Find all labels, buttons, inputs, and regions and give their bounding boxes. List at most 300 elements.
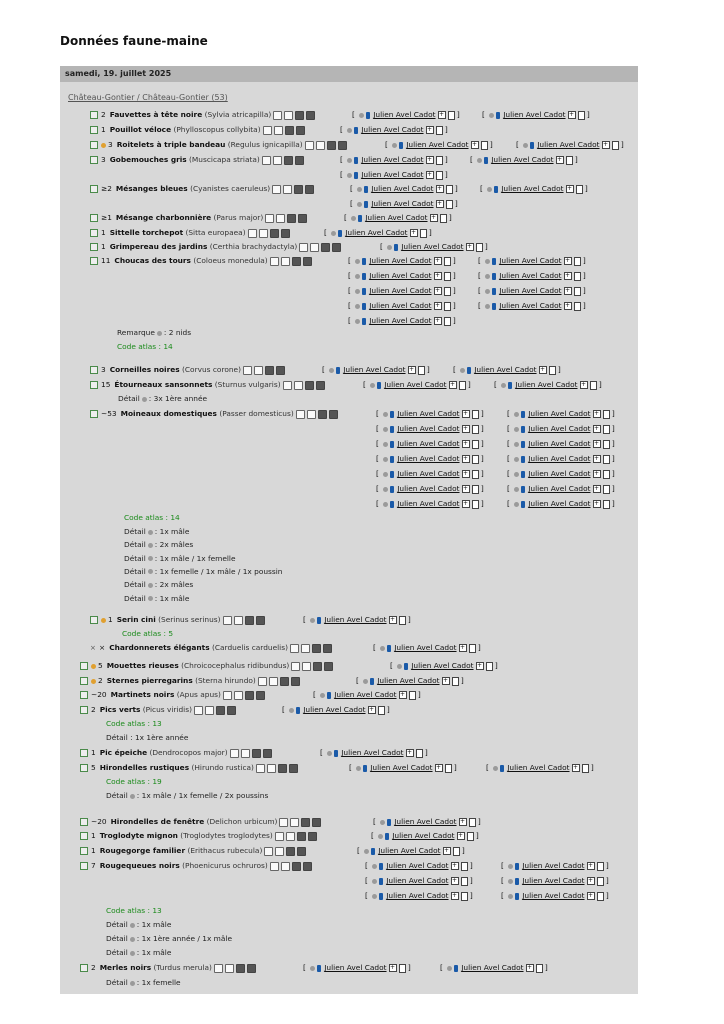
observer-link[interactable]: Julien Avel Cadot: [324, 615, 387, 624]
detail-icon[interactable]: [241, 749, 250, 758]
expand-icon[interactable]: +: [603, 141, 609, 148]
expand-icon[interactable]: +: [567, 185, 573, 192]
expand-icon[interactable]: +: [463, 500, 469, 507]
detail-icon[interactable]: [283, 185, 292, 194]
observer-link[interactable]: Julien Avel Cadot: [365, 213, 428, 222]
location-link[interactable]: Château-Gontier / Château-Gontier (53): [68, 93, 228, 102]
expand-icon[interactable]: +: [463, 410, 469, 417]
document-icon[interactable]: [597, 892, 604, 901]
expand-icon[interactable]: +: [435, 287, 441, 294]
edit-icon[interactable]: [290, 644, 299, 653]
info-icon[interactable]: [303, 862, 312, 871]
row-checkbox[interactable]: [80, 832, 88, 840]
observer-link[interactable]: Julien Avel Cadot: [499, 271, 562, 280]
document-icon[interactable]: [472, 455, 479, 464]
document-icon[interactable]: [582, 764, 589, 773]
document-icon[interactable]: [436, 156, 443, 165]
observer-link[interactable]: Julien Avel Cadot: [499, 301, 562, 310]
observer-link[interactable]: Julien Avel Cadot: [361, 155, 424, 164]
observer-link[interactable]: Julien Avel Cadot: [522, 876, 585, 885]
info-icon[interactable]: [247, 964, 256, 973]
document-icon[interactable]: [446, 185, 453, 194]
observer-link[interactable]: Julien Avel Cadot: [371, 199, 434, 208]
document-icon[interactable]: [481, 141, 488, 150]
map-icon[interactable]: [312, 644, 321, 653]
document-icon[interactable]: [448, 111, 455, 120]
observer-link[interactable]: Julien Avel Cadot: [507, 763, 570, 772]
detail-icon[interactable]: [281, 862, 290, 871]
document-icon[interactable]: [399, 964, 406, 973]
document-icon[interactable]: [603, 455, 610, 464]
observer-link[interactable]: Julien Avel Cadot: [369, 271, 432, 280]
expand-icon[interactable]: +: [477, 662, 483, 669]
observer-link[interactable]: Julien Avel Cadot: [499, 256, 562, 265]
expand-icon[interactable]: +: [472, 141, 478, 148]
row-checkbox[interactable]: [80, 818, 88, 826]
expand-icon[interactable]: +: [588, 862, 594, 869]
detail-icon[interactable]: [234, 616, 243, 625]
expand-icon[interactable]: +: [540, 366, 546, 373]
row-checkbox[interactable]: [80, 677, 88, 685]
document-icon[interactable]: [469, 818, 476, 827]
document-icon[interactable]: [472, 470, 479, 479]
map-icon[interactable]: [297, 832, 306, 841]
observer-link[interactable]: Julien Avel Cadot: [324, 963, 387, 972]
document-icon[interactable]: [476, 243, 483, 252]
detail-icon[interactable]: [225, 964, 234, 973]
document-icon[interactable]: [486, 662, 493, 671]
document-icon[interactable]: [436, 126, 443, 135]
expand-icon[interactable]: +: [569, 111, 575, 118]
expand-icon[interactable]: +: [439, 111, 445, 118]
expand-icon[interactable]: +: [411, 229, 417, 236]
observer-link[interactable]: Julien Avel Cadot: [394, 817, 457, 826]
observer-link[interactable]: Julien Avel Cadot: [397, 424, 460, 433]
observer-link[interactable]: Julien Avel Cadot: [491, 155, 554, 164]
edit-icon[interactable]: [262, 156, 271, 165]
expand-icon[interactable]: +: [467, 243, 473, 250]
document-icon[interactable]: [461, 862, 468, 871]
document-icon[interactable]: [566, 156, 573, 165]
expand-icon[interactable]: +: [588, 877, 594, 884]
detail-icon[interactable]: [290, 818, 299, 827]
document-icon[interactable]: [576, 185, 583, 194]
info-icon[interactable]: [324, 662, 333, 671]
observer-link[interactable]: Julien Avel Cadot: [474, 365, 537, 374]
detail-icon[interactable]: [254, 366, 263, 375]
row-checkbox[interactable]: [90, 229, 98, 237]
expand-icon[interactable]: +: [409, 366, 415, 373]
info-icon[interactable]: [308, 832, 317, 841]
document-icon[interactable]: [444, 272, 451, 281]
expand-icon[interactable]: +: [594, 470, 600, 477]
document-icon[interactable]: [472, 410, 479, 419]
row-checkbox[interactable]: [80, 749, 88, 757]
expand-icon[interactable]: +: [573, 764, 579, 771]
map-icon[interactable]: [265, 366, 274, 375]
detail-icon[interactable]: [259, 229, 268, 238]
info-icon[interactable]: [295, 156, 304, 165]
row-checkbox[interactable]: [90, 126, 98, 134]
expand-icon[interactable]: +: [452, 862, 458, 869]
detail-icon[interactable]: [267, 764, 276, 773]
document-icon[interactable]: [378, 706, 385, 715]
expand-icon[interactable]: +: [460, 644, 466, 651]
edit-icon[interactable]: [296, 410, 305, 419]
document-icon[interactable]: [467, 832, 474, 841]
expand-icon[interactable]: +: [565, 287, 571, 294]
document-icon[interactable]: [574, 302, 581, 311]
info-icon[interactable]: [289, 764, 298, 773]
info-icon[interactable]: [305, 185, 314, 194]
document-icon[interactable]: [574, 287, 581, 296]
observer-link[interactable]: Julien Avel Cadot: [341, 748, 404, 757]
detail-icon[interactable]: [274, 126, 283, 135]
observer-link[interactable]: Julien Avel Cadot: [411, 661, 474, 670]
expand-icon[interactable]: +: [444, 847, 450, 854]
edit-icon[interactable]: [243, 366, 252, 375]
observer-link[interactable]: Julien Avel Cadot: [369, 316, 432, 325]
map-icon[interactable]: [284, 156, 293, 165]
expand-icon[interactable]: +: [460, 818, 466, 825]
document-icon[interactable]: [469, 644, 476, 653]
info-icon[interactable]: [303, 257, 312, 266]
detail-icon[interactable]: [273, 156, 282, 165]
expand-icon[interactable]: +: [594, 485, 600, 492]
edit-icon[interactable]: [263, 126, 272, 135]
observer-link[interactable]: Julien Avel Cadot: [528, 409, 591, 418]
expand-icon[interactable]: +: [594, 410, 600, 417]
map-icon[interactable]: [285, 126, 294, 135]
row-checkbox[interactable]: [90, 156, 98, 164]
expand-icon[interactable]: +: [437, 200, 443, 207]
row-checkbox[interactable]: [80, 964, 88, 972]
document-icon[interactable]: [445, 764, 452, 773]
document-icon[interactable]: [597, 877, 604, 886]
expand-icon[interactable]: +: [581, 381, 587, 388]
map-icon[interactable]: [301, 818, 310, 827]
observer-link[interactable]: Julien Avel Cadot: [528, 439, 591, 448]
row-checkbox[interactable]: [80, 764, 88, 772]
map-icon[interactable]: [327, 141, 336, 150]
expand-icon[interactable]: +: [594, 440, 600, 447]
edit-icon[interactable]: [272, 185, 281, 194]
expand-icon[interactable]: +: [437, 185, 443, 192]
edit-icon[interactable]: [283, 381, 292, 390]
map-icon[interactable]: [286, 847, 295, 856]
map-icon[interactable]: [270, 229, 279, 238]
observer-link[interactable]: Julien Avel Cadot: [499, 286, 562, 295]
detail-icon[interactable]: [302, 662, 311, 671]
document-icon[interactable]: [444, 257, 451, 266]
observer-link[interactable]: Julien Avel Cadot: [528, 454, 591, 463]
document-icon[interactable]: [461, 892, 468, 901]
expand-icon[interactable]: +: [588, 892, 594, 899]
document-icon[interactable]: [440, 214, 447, 223]
map-icon[interactable]: [252, 749, 261, 758]
expand-icon[interactable]: +: [431, 214, 437, 221]
info-icon[interactable]: [276, 366, 285, 375]
edit-icon[interactable]: [273, 111, 282, 120]
document-icon[interactable]: [603, 410, 610, 419]
expand-icon[interactable]: +: [427, 156, 433, 163]
map-icon[interactable]: [294, 185, 303, 194]
expand-icon[interactable]: +: [407, 749, 413, 756]
edit-icon[interactable]: [258, 677, 267, 686]
expand-icon[interactable]: +: [565, 272, 571, 279]
row-checkbox[interactable]: [80, 847, 88, 855]
edit-icon[interactable]: [299, 243, 308, 252]
document-icon[interactable]: [590, 381, 597, 390]
row-checkbox[interactable]: [90, 410, 98, 418]
observer-link[interactable]: Julien Avel Cadot: [515, 380, 578, 389]
observer-link[interactable]: Julien Avel Cadot: [371, 184, 434, 193]
info-icon[interactable]: [316, 381, 325, 390]
document-icon[interactable]: [459, 381, 466, 390]
expand-icon[interactable]: +: [463, 455, 469, 462]
info-icon[interactable]: [256, 616, 265, 625]
observer-link[interactable]: Julien Avel Cadot: [303, 705, 366, 714]
row-checkbox[interactable]: [90, 141, 98, 149]
observer-link[interactable]: Julien Avel Cadot: [392, 831, 455, 840]
expand-icon[interactable]: +: [435, 302, 441, 309]
row-checkbox[interactable]: [90, 257, 98, 265]
detail-icon[interactable]: [307, 410, 316, 419]
edit-icon[interactable]: [248, 229, 257, 238]
expand-icon[interactable]: +: [400, 691, 406, 698]
observer-link[interactable]: Julien Avel Cadot: [528, 484, 591, 493]
document-icon[interactable]: [612, 141, 619, 150]
observer-link[interactable]: Julien Avel Cadot: [528, 499, 591, 508]
observer-link[interactable]: Julien Avel Cadot: [334, 690, 397, 699]
observer-link[interactable]: Julien Avel Cadot: [345, 228, 408, 237]
observer-link[interactable]: Julien Avel Cadot: [369, 301, 432, 310]
observer-link[interactable]: Julien Avel Cadot: [522, 861, 585, 870]
observer-link[interactable]: Julien Avel Cadot: [401, 242, 464, 251]
edit-icon[interactable]: [279, 818, 288, 827]
edit-icon[interactable]: [291, 662, 300, 671]
expand-icon[interactable]: +: [458, 832, 464, 839]
info-icon[interactable]: [323, 644, 332, 653]
map-icon[interactable]: [313, 662, 322, 671]
detail-icon[interactable]: [205, 706, 214, 715]
expand-icon[interactable]: +: [427, 171, 433, 178]
edit-icon[interactable]: [270, 257, 279, 266]
detail-icon[interactable]: [301, 644, 310, 653]
expand-icon[interactable]: +: [369, 706, 375, 713]
row-checkbox[interactable]: [90, 214, 98, 222]
row-checkbox[interactable]: [90, 616, 98, 624]
detail-icon[interactable]: [286, 832, 295, 841]
row-checkbox[interactable]: [90, 185, 98, 193]
expand-icon[interactable]: +: [450, 381, 456, 388]
expand-icon[interactable]: +: [435, 317, 441, 324]
observer-link[interactable]: Julien Avel Cadot: [528, 424, 591, 433]
observer-link[interactable]: Julien Avel Cadot: [537, 140, 600, 149]
expand-icon[interactable]: +: [594, 425, 600, 432]
observer-link[interactable]: Julien Avel Cadot: [386, 876, 449, 885]
map-icon[interactable]: [292, 257, 301, 266]
info-icon[interactable]: [298, 214, 307, 223]
document-icon[interactable]: [453, 847, 460, 856]
info-icon[interactable]: [338, 141, 347, 150]
expand-icon[interactable]: +: [435, 272, 441, 279]
edit-icon[interactable]: [270, 862, 279, 871]
document-icon[interactable]: [461, 877, 468, 886]
document-icon[interactable]: [472, 440, 479, 449]
observer-link[interactable]: Julien Avel Cadot: [397, 484, 460, 493]
expand-icon[interactable]: +: [427, 126, 433, 133]
observer-link[interactable]: Julien Avel Cadot: [386, 861, 449, 870]
document-icon[interactable]: [574, 257, 581, 266]
expand-icon[interactable]: +: [452, 877, 458, 884]
document-icon[interactable]: [603, 425, 610, 434]
document-icon[interactable]: [444, 317, 451, 326]
edit-icon[interactable]: [275, 832, 284, 841]
edit-icon[interactable]: [230, 749, 239, 758]
document-icon[interactable]: [536, 964, 543, 973]
observer-link[interactable]: Julien Avel Cadot: [384, 380, 447, 389]
info-icon[interactable]: [332, 243, 341, 252]
info-icon[interactable]: [263, 749, 272, 758]
edit-icon[interactable]: [194, 706, 203, 715]
observer-link[interactable]: Julien Avel Cadot: [528, 469, 591, 478]
map-icon[interactable]: [216, 706, 225, 715]
expand-icon[interactable]: +: [452, 892, 458, 899]
observer-link[interactable]: Julien Avel Cadot: [397, 499, 460, 508]
document-icon[interactable]: [472, 425, 479, 434]
document-icon[interactable]: [444, 302, 451, 311]
detail-icon[interactable]: [284, 111, 293, 120]
observer-link[interactable]: Julien Avel Cadot: [397, 469, 460, 478]
document-icon[interactable]: [603, 485, 610, 494]
observer-link[interactable]: Julien Avel Cadot: [377, 676, 440, 685]
document-icon[interactable]: [399, 616, 406, 625]
detail-icon[interactable]: [310, 243, 319, 252]
map-icon[interactable]: [305, 381, 314, 390]
edit-icon[interactable]: [264, 847, 273, 856]
edit-icon[interactable]: [265, 214, 274, 223]
edit-icon[interactable]: [223, 616, 232, 625]
observer-link[interactable]: Julien Avel Cadot: [361, 125, 424, 134]
expand-icon[interactable]: +: [594, 500, 600, 507]
map-icon[interactable]: [292, 862, 301, 871]
observer-link[interactable]: Julien Avel Cadot: [378, 846, 441, 855]
observer-link[interactable]: Julien Avel Cadot: [386, 891, 449, 900]
observer-link[interactable]: Julien Avel Cadot: [369, 286, 432, 295]
info-icon[interactable]: [291, 677, 300, 686]
edit-icon[interactable]: [223, 691, 232, 700]
document-icon[interactable]: [418, 366, 425, 375]
observer-link[interactable]: Julien Avel Cadot: [501, 184, 564, 193]
document-icon[interactable]: [603, 470, 610, 479]
row-checkbox[interactable]: [80, 662, 88, 670]
edit-icon[interactable]: [305, 141, 314, 150]
info-icon[interactable]: [329, 410, 338, 419]
observer-link[interactable]: Julien Avel Cadot: [397, 409, 460, 418]
expand-icon[interactable]: +: [463, 485, 469, 492]
document-icon[interactable]: [597, 862, 604, 871]
document-icon[interactable]: [574, 272, 581, 281]
row-checkbox[interactable]: [80, 862, 88, 870]
document-icon[interactable]: [603, 500, 610, 509]
expand-icon[interactable]: +: [557, 156, 563, 163]
document-icon[interactable]: [420, 229, 427, 238]
detail-icon[interactable]: [269, 677, 278, 686]
info-icon[interactable]: [312, 818, 321, 827]
row-checkbox[interactable]: [80, 691, 88, 699]
expand-icon[interactable]: +: [565, 302, 571, 309]
document-icon[interactable]: [472, 485, 479, 494]
document-icon[interactable]: [446, 200, 453, 209]
detail-icon[interactable]: [281, 257, 290, 266]
expand-icon[interactable]: +: [594, 455, 600, 462]
document-icon[interactable]: [472, 500, 479, 509]
observer-link[interactable]: Julien Avel Cadot: [361, 170, 424, 179]
expand-icon[interactable]: +: [390, 616, 396, 623]
row-checkbox[interactable]: [90, 366, 98, 374]
row-checkbox[interactable]: [90, 381, 98, 389]
observer-link[interactable]: Julien Avel Cadot: [522, 891, 585, 900]
document-icon[interactable]: [549, 366, 556, 375]
observer-link[interactable]: Julien Avel Cadot: [370, 763, 433, 772]
document-icon[interactable]: [452, 677, 459, 686]
map-icon[interactable]: [318, 410, 327, 419]
detail-icon[interactable]: [234, 691, 243, 700]
observer-link[interactable]: Julien Avel Cadot: [394, 643, 457, 652]
map-icon[interactable]: [245, 616, 254, 625]
expand-icon[interactable]: +: [390, 964, 396, 971]
expand-icon[interactable]: +: [463, 425, 469, 432]
edit-icon[interactable]: [256, 764, 265, 773]
map-icon[interactable]: [295, 111, 304, 120]
row-checkbox[interactable]: [90, 243, 98, 251]
edit-icon[interactable]: [214, 964, 223, 973]
observer-link[interactable]: Julien Avel Cadot: [503, 110, 566, 119]
expand-icon[interactable]: +: [443, 677, 449, 684]
expand-icon[interactable]: +: [435, 257, 441, 264]
row-checkbox[interactable]: [90, 111, 98, 119]
observer-link[interactable]: Julien Avel Cadot: [461, 963, 524, 972]
info-icon[interactable]: [227, 706, 236, 715]
map-icon[interactable]: [245, 691, 254, 700]
detail-icon[interactable]: [316, 141, 325, 150]
map-icon[interactable]: [321, 243, 330, 252]
detail-icon[interactable]: [294, 381, 303, 390]
map-icon[interactable]: [236, 964, 245, 973]
observer-link[interactable]: Julien Avel Cadot: [343, 365, 406, 374]
info-icon[interactable]: [297, 847, 306, 856]
map-icon[interactable]: [287, 214, 296, 223]
document-icon[interactable]: [444, 287, 451, 296]
detail-icon[interactable]: [276, 214, 285, 223]
observer-link[interactable]: Julien Avel Cadot: [397, 439, 460, 448]
observer-link[interactable]: Julien Avel Cadot: [397, 454, 460, 463]
observer-link[interactable]: Julien Avel Cadot: [406, 140, 469, 149]
document-icon[interactable]: [409, 691, 416, 700]
map-icon[interactable]: [278, 764, 287, 773]
document-icon[interactable]: [603, 440, 610, 449]
expand-icon[interactable]: +: [463, 470, 469, 477]
expand-icon[interactable]: +: [463, 440, 469, 447]
row-checkbox[interactable]: [80, 706, 88, 714]
info-icon[interactable]: [296, 126, 305, 135]
info-icon[interactable]: [281, 229, 290, 238]
document-icon[interactable]: [436, 171, 443, 180]
expand-icon[interactable]: +: [527, 964, 533, 971]
document-icon[interactable]: [416, 749, 423, 758]
expand-icon[interactable]: +: [436, 764, 442, 771]
